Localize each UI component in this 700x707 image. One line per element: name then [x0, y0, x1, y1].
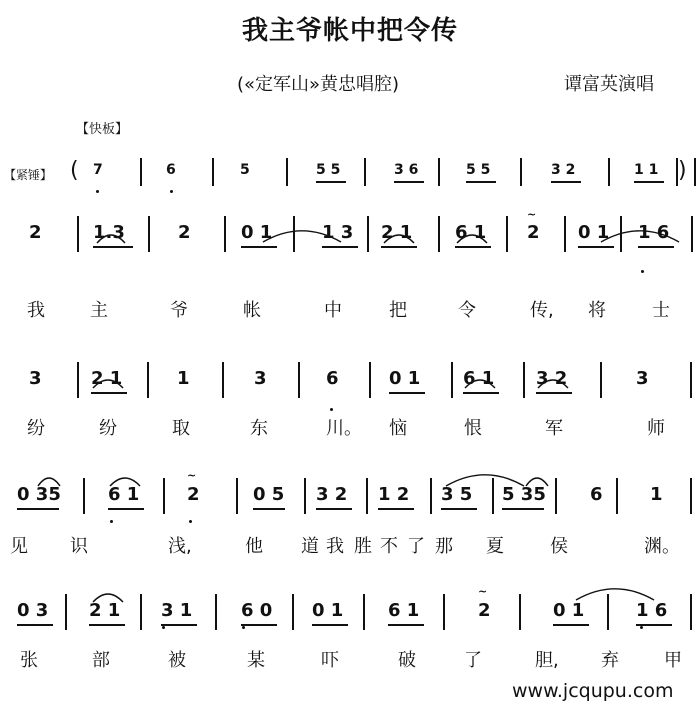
trill-mark: ~	[478, 585, 488, 598]
tempo-marking: 【快板】	[76, 122, 129, 137]
jianpu-note: 6	[590, 484, 603, 505]
slur	[37, 476, 61, 488]
jianpu-note: 3 1	[161, 600, 193, 621]
lyric-char: 部	[92, 650, 110, 671]
octave-dot	[330, 408, 333, 411]
barline	[163, 478, 165, 514]
lyric-char: 东	[250, 418, 268, 439]
jianpu-note: 1 6	[636, 600, 668, 621]
underline	[381, 246, 417, 248]
lyric-char: 令	[458, 300, 476, 321]
barline	[77, 216, 79, 252]
jianpu-note: 3	[29, 368, 42, 389]
jianpu-note: 6 1	[108, 484, 140, 505]
slur	[445, 472, 525, 488]
underline	[551, 181, 581, 183]
lyric-char: 军	[545, 418, 563, 439]
barline	[438, 216, 440, 252]
barline	[65, 594, 67, 630]
octave-dot	[96, 190, 99, 193]
jianpu-note: 0 1	[553, 600, 585, 621]
jianpu-note: 2 1	[91, 368, 123, 389]
jianpu-note: 2	[29, 222, 42, 243]
jianpu-note: 3 2	[316, 484, 348, 505]
lyric-char: 某	[247, 650, 265, 671]
lyric-char: 胆,	[535, 650, 559, 671]
jianpu-note: 2 1	[89, 600, 121, 621]
watermark: www.jcqupu.com	[512, 680, 674, 702]
lyric-char: 见	[10, 536, 28, 557]
jianpu-note: 1.3	[93, 222, 125, 243]
underline	[466, 181, 496, 183]
barline	[506, 216, 508, 252]
octave-dot	[641, 270, 644, 273]
underline	[389, 392, 425, 394]
jianpu-note: 6	[326, 368, 339, 389]
lyric-char: 了	[407, 536, 425, 557]
underline	[536, 392, 572, 394]
underline	[241, 624, 277, 626]
jianpu-note: 3	[636, 368, 649, 389]
underline	[378, 508, 414, 510]
slur	[109, 476, 141, 488]
lyric-char: 浅,	[168, 536, 192, 557]
barline	[224, 216, 226, 252]
barline	[691, 216, 693, 252]
jianpu-note: 0 5	[253, 484, 285, 505]
lyric-char: 那	[435, 536, 453, 557]
jianpu-note: 6 1	[388, 600, 420, 621]
underline	[312, 624, 348, 626]
barline	[690, 362, 692, 398]
jianpu-note: 0 3	[17, 600, 49, 621]
barline	[83, 478, 85, 514]
intro-barline	[676, 158, 678, 186]
lyric-char: 恨	[464, 418, 482, 439]
barline	[600, 362, 602, 398]
underline	[17, 508, 59, 510]
barline	[690, 594, 692, 630]
barline	[523, 362, 525, 398]
lyric-char: 他	[245, 536, 263, 557]
lyric-char: 我	[326, 536, 344, 557]
intro-end-barline	[694, 158, 696, 186]
underline	[316, 181, 346, 183]
lyric-char: 识	[70, 536, 88, 557]
slur	[383, 233, 415, 245]
lyric-char: 士	[652, 300, 670, 321]
lyric-char: 恼	[389, 418, 407, 439]
underline	[161, 624, 197, 626]
slur	[525, 476, 549, 488]
lyric-char: 取	[172, 418, 190, 439]
barline	[443, 594, 445, 630]
lyric-char: 张	[20, 650, 38, 671]
intro-note: 1 1	[634, 162, 659, 178]
barline	[363, 594, 365, 630]
underline	[388, 624, 424, 626]
intro-barline	[520, 158, 522, 186]
underline	[463, 392, 499, 394]
jianpu-note: 2	[478, 600, 491, 621]
jianpu-note: 1 3	[322, 222, 354, 243]
underline	[108, 508, 144, 510]
intro-barline	[286, 158, 288, 186]
barline	[690, 478, 692, 514]
barline	[298, 362, 300, 398]
jianpu-note: 0 1	[241, 222, 273, 243]
barline	[147, 362, 149, 398]
barline	[215, 594, 217, 630]
lyric-char: 主	[90, 300, 108, 321]
intro-note: 5 5	[316, 162, 341, 178]
underline	[316, 508, 352, 510]
song-title: 我主爷帐中把令传	[241, 16, 458, 46]
underline	[553, 624, 589, 626]
barline	[292, 594, 294, 630]
slur	[92, 378, 124, 390]
lyric-char: 了	[464, 650, 482, 671]
lyric-char: 侯	[550, 536, 568, 557]
underline	[634, 181, 664, 183]
octave-dot	[110, 520, 113, 523]
underline	[502, 508, 544, 510]
intro-barline	[438, 158, 440, 186]
jianpu-note: 2	[527, 222, 540, 243]
lyric-char: 胜	[354, 536, 372, 557]
barline	[519, 594, 521, 630]
underline	[241, 246, 277, 248]
barline	[140, 594, 142, 630]
barline	[430, 478, 432, 514]
intro-barline	[608, 158, 610, 186]
jianpu-note: 2	[187, 484, 200, 505]
lyric-char: 帐	[243, 300, 261, 321]
jianpu-note: 0 1	[312, 600, 344, 621]
lyric-char: 破	[398, 650, 416, 671]
barline	[77, 362, 79, 398]
underline	[322, 246, 358, 248]
intro-barline	[364, 158, 366, 186]
jianpu-note: 2 1	[381, 222, 413, 243]
slur	[96, 233, 126, 245]
jianpu-note: 6 1	[455, 222, 487, 243]
jianpu-note: 1	[177, 368, 190, 389]
trill-mark: ~	[527, 208, 537, 221]
jianpu-note: 0 1	[578, 222, 610, 243]
lyric-char: 纷	[99, 418, 117, 439]
lyric-char: 夏	[486, 536, 504, 557]
intro-barline	[212, 158, 214, 186]
performer-credit: 谭富英演唱	[564, 74, 654, 95]
slur	[92, 592, 124, 604]
slur	[464, 378, 496, 390]
barline	[367, 216, 369, 252]
trill-mark: ~	[187, 469, 197, 482]
underline	[394, 181, 424, 183]
jianpu-note: 6 0	[241, 600, 273, 621]
barline	[564, 216, 566, 252]
intro-note: 5	[240, 162, 250, 178]
underline	[253, 508, 285, 510]
underline	[441, 508, 477, 510]
octave-dot	[162, 626, 165, 629]
slur	[456, 233, 488, 245]
underline	[578, 246, 614, 248]
underline	[455, 246, 491, 248]
intro-note: 6	[166, 162, 176, 178]
underline	[17, 624, 53, 626]
intro-note: 7	[93, 162, 103, 178]
lyric-char: 把	[389, 300, 407, 321]
lyric-char: 吓	[321, 650, 339, 671]
slur	[537, 378, 569, 390]
underline	[89, 624, 125, 626]
barline	[555, 478, 557, 514]
open-paren: (	[70, 158, 79, 183]
jianpu-note: 6 1	[463, 368, 495, 389]
barline	[369, 362, 371, 398]
lyric-char: 纷	[27, 418, 45, 439]
jianpu-note: 1	[650, 484, 663, 505]
lyric-char: 被	[168, 650, 186, 671]
octave-dot	[170, 190, 173, 193]
lyric-char: 不	[380, 536, 398, 557]
barline	[148, 216, 150, 252]
jianpu-note: 0 35	[17, 484, 61, 505]
jianpu-note: 3	[254, 368, 267, 389]
percussion-marking: 【紧锤】	[4, 168, 53, 182]
barline	[366, 478, 368, 514]
octave-dot	[640, 626, 643, 629]
lyric-char: 中	[324, 300, 342, 321]
slur	[600, 228, 680, 244]
lyric-char: 川。	[326, 418, 362, 439]
lyric-char: 爷	[170, 300, 188, 321]
lyric-char: 传,	[530, 300, 554, 321]
intro-note: 5 5	[466, 162, 491, 178]
barline	[222, 362, 224, 398]
underline	[638, 246, 674, 248]
slur	[262, 228, 342, 244]
slur	[575, 586, 655, 602]
lyric-char: 甲	[664, 650, 682, 671]
jianpu-note: 3 5	[441, 484, 473, 505]
intro-note: 3 2	[551, 162, 576, 178]
intro-note: 3 6	[394, 162, 419, 178]
jianpu-note: 1 6	[638, 222, 670, 243]
barline	[304, 478, 306, 514]
jianpu-note: 5 35	[502, 484, 546, 505]
lyric-char: 道	[301, 536, 319, 557]
jianpu-note: 3 2	[536, 368, 568, 389]
lyric-char: 师	[647, 418, 665, 439]
close-paren: )	[678, 158, 687, 183]
underline	[91, 392, 127, 394]
lyric-char: 将	[588, 300, 606, 321]
intro-barline	[140, 158, 142, 186]
song-subtitle: («定军山»黄忠唱腔)	[237, 74, 400, 95]
barline	[236, 478, 238, 514]
jianpu-note: 2	[178, 222, 191, 243]
lyric-char: 渊。	[644, 536, 680, 557]
lyric-char: 我	[27, 300, 45, 321]
jianpu-note: 1 2	[378, 484, 410, 505]
barline	[616, 478, 618, 514]
jianpu-note: 0 1	[389, 368, 421, 389]
barline	[451, 362, 453, 398]
octave-dot	[242, 626, 245, 629]
lyric-char: 弃	[601, 650, 619, 671]
octave-dot	[189, 520, 192, 523]
underline	[93, 246, 133, 248]
